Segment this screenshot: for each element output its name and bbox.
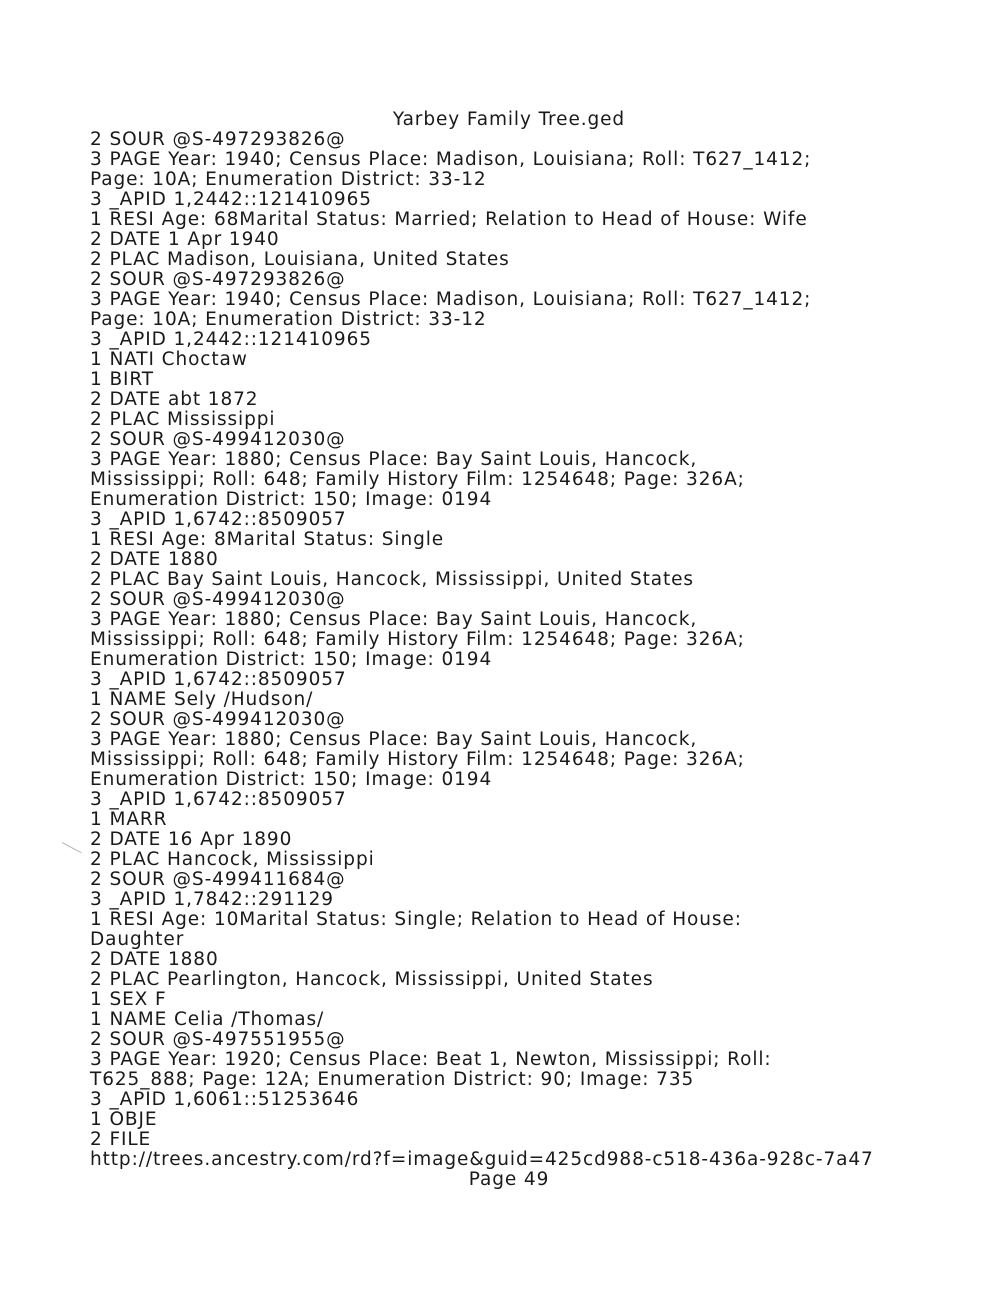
text-line: Enumeration District: 150; Image: 0194: [90, 649, 493, 670]
text-line: Enumeration District: 150; Image: 0194: [90, 489, 493, 510]
text-line: 2 SOUR @S-497551955@: [90, 1029, 346, 1050]
text-line: http://trees.ancestry.com/rd?f=image&guid=425cd988-c518-436a-928c-7a47: [90, 1149, 874, 1170]
text-line: 1 NAME Sely /Hudson/: [90, 689, 314, 710]
text-line: 1 RESI Age: 8Marital Status: Single: [90, 529, 445, 550]
text-line: 2 PLAC Hancock, Mississippi: [90, 849, 375, 870]
page-number: Page 49: [468, 1169, 550, 1190]
text-line: T625_888; Page: 12A; Enumeration District: 90; Image: 735: [90, 1069, 695, 1090]
text-line: 2 SOUR @S-497293826@: [90, 129, 346, 150]
text-line: 1 BIRT: [90, 369, 155, 390]
text-line: 2 SOUR @S-499412030@: [90, 429, 346, 450]
text-line: 2 SOUR @S-499412030@: [90, 709, 346, 730]
gedcom-text-block: [90, 130, 950, 1170]
text-line: Page: 10A; Enumeration District: 33-12: [90, 309, 487, 330]
text-line: 3 _APID 1,7842::291129: [90, 889, 334, 910]
text-line: 2 FILE: [90, 1129, 152, 1150]
text-line: 3 _APID 1,6742::8509057: [90, 669, 347, 690]
text-line: 3 _APID 1,6742::8509057: [90, 509, 347, 530]
text-line: 3 _APID 1,6742::8509057: [90, 789, 347, 810]
text-line: 2 DATE 16 Apr 1890: [90, 829, 293, 850]
text-line: 1 RESI Age: 10Marital Status: Single; Relation to Head of House:: [90, 909, 742, 930]
text-line: 2 SOUR @S-499412030@: [90, 589, 346, 610]
text-line: 2 PLAC Pearlington, Hancock, Mississippi, United States: [90, 969, 654, 990]
text-line: Mississippi; Roll: 648; Family History Film: 1254648; Page: 326A;: [90, 469, 745, 490]
text-line: 1 RESI Age: 68Marital Status: Married; Relation to Head of House: Wife: [90, 209, 808, 230]
text-line: 1 SEX F: [90, 989, 167, 1010]
text-line: Mississippi; Roll: 648; Family History Film: 1254648; Page: 326A;: [90, 749, 745, 770]
text-line: 1 MARR: [90, 809, 168, 830]
text-line: 3 PAGE Year: 1920; Census Place: Beat 1, Newton, Mississippi; Roll:: [90, 1049, 772, 1070]
text-line: 1 NATI Choctaw: [90, 349, 248, 370]
text-line: 2 DATE 1 Apr 1940: [90, 229, 280, 250]
text-line: 2 SOUR @S-497293826@: [90, 269, 346, 290]
text-line: 3 PAGE Year: 1880; Census Place: Bay Saint Louis, Hancock,: [90, 609, 698, 630]
text-line: Enumeration District: 150; Image: 0194: [90, 769, 493, 790]
text-line: 3 PAGE Year: 1880; Census Place: Bay Saint Louis, Hancock,: [90, 729, 698, 750]
text-line: 1 NAME Celia /Thomas/: [90, 1009, 325, 1030]
text-line: 3 PAGE Year: 1880; Census Place: Bay Saint Louis, Hancock,: [90, 449, 698, 470]
text-line: 2 DATE abt 1872: [90, 389, 259, 410]
text-line: 3 _APID 1,2442::121410965: [90, 189, 372, 210]
text-line: 2 PLAC Mississippi: [90, 409, 276, 430]
text-line: Page: 10A; Enumeration District: 33-12: [90, 169, 487, 190]
text-line: 3 _APID 1,6061::51253646: [90, 1089, 360, 1110]
document-title: Yarbey Family Tree.ged: [392, 109, 626, 130]
text-line: 2 DATE 1880: [90, 549, 219, 570]
text-line: Daughter: [90, 929, 185, 950]
scan-mark: [62, 842, 82, 853]
text-line: 2 PLAC Bay Saint Louis, Hancock, Mississippi, United States: [90, 569, 694, 590]
text-line: 3 _APID 1,2442::121410965: [90, 329, 372, 350]
text-line: 2 DATE 1880: [90, 949, 219, 970]
text-line: 2 PLAC Madison, Louisiana, United States: [90, 249, 510, 270]
text-line: 3 PAGE Year: 1940; Census Place: Madison, Louisiana; Roll: T627_1412;: [90, 289, 812, 310]
text-line: Mississippi; Roll: 648; Family History Film: 1254648; Page: 326A;: [90, 629, 745, 650]
text-line: 2 SOUR @S-499411684@: [90, 869, 346, 890]
text-line: 1 OBJE: [90, 1109, 158, 1130]
text-line: 3 PAGE Year: 1940; Census Place: Madison, Louisiana; Roll: T627_1412;: [90, 149, 812, 170]
